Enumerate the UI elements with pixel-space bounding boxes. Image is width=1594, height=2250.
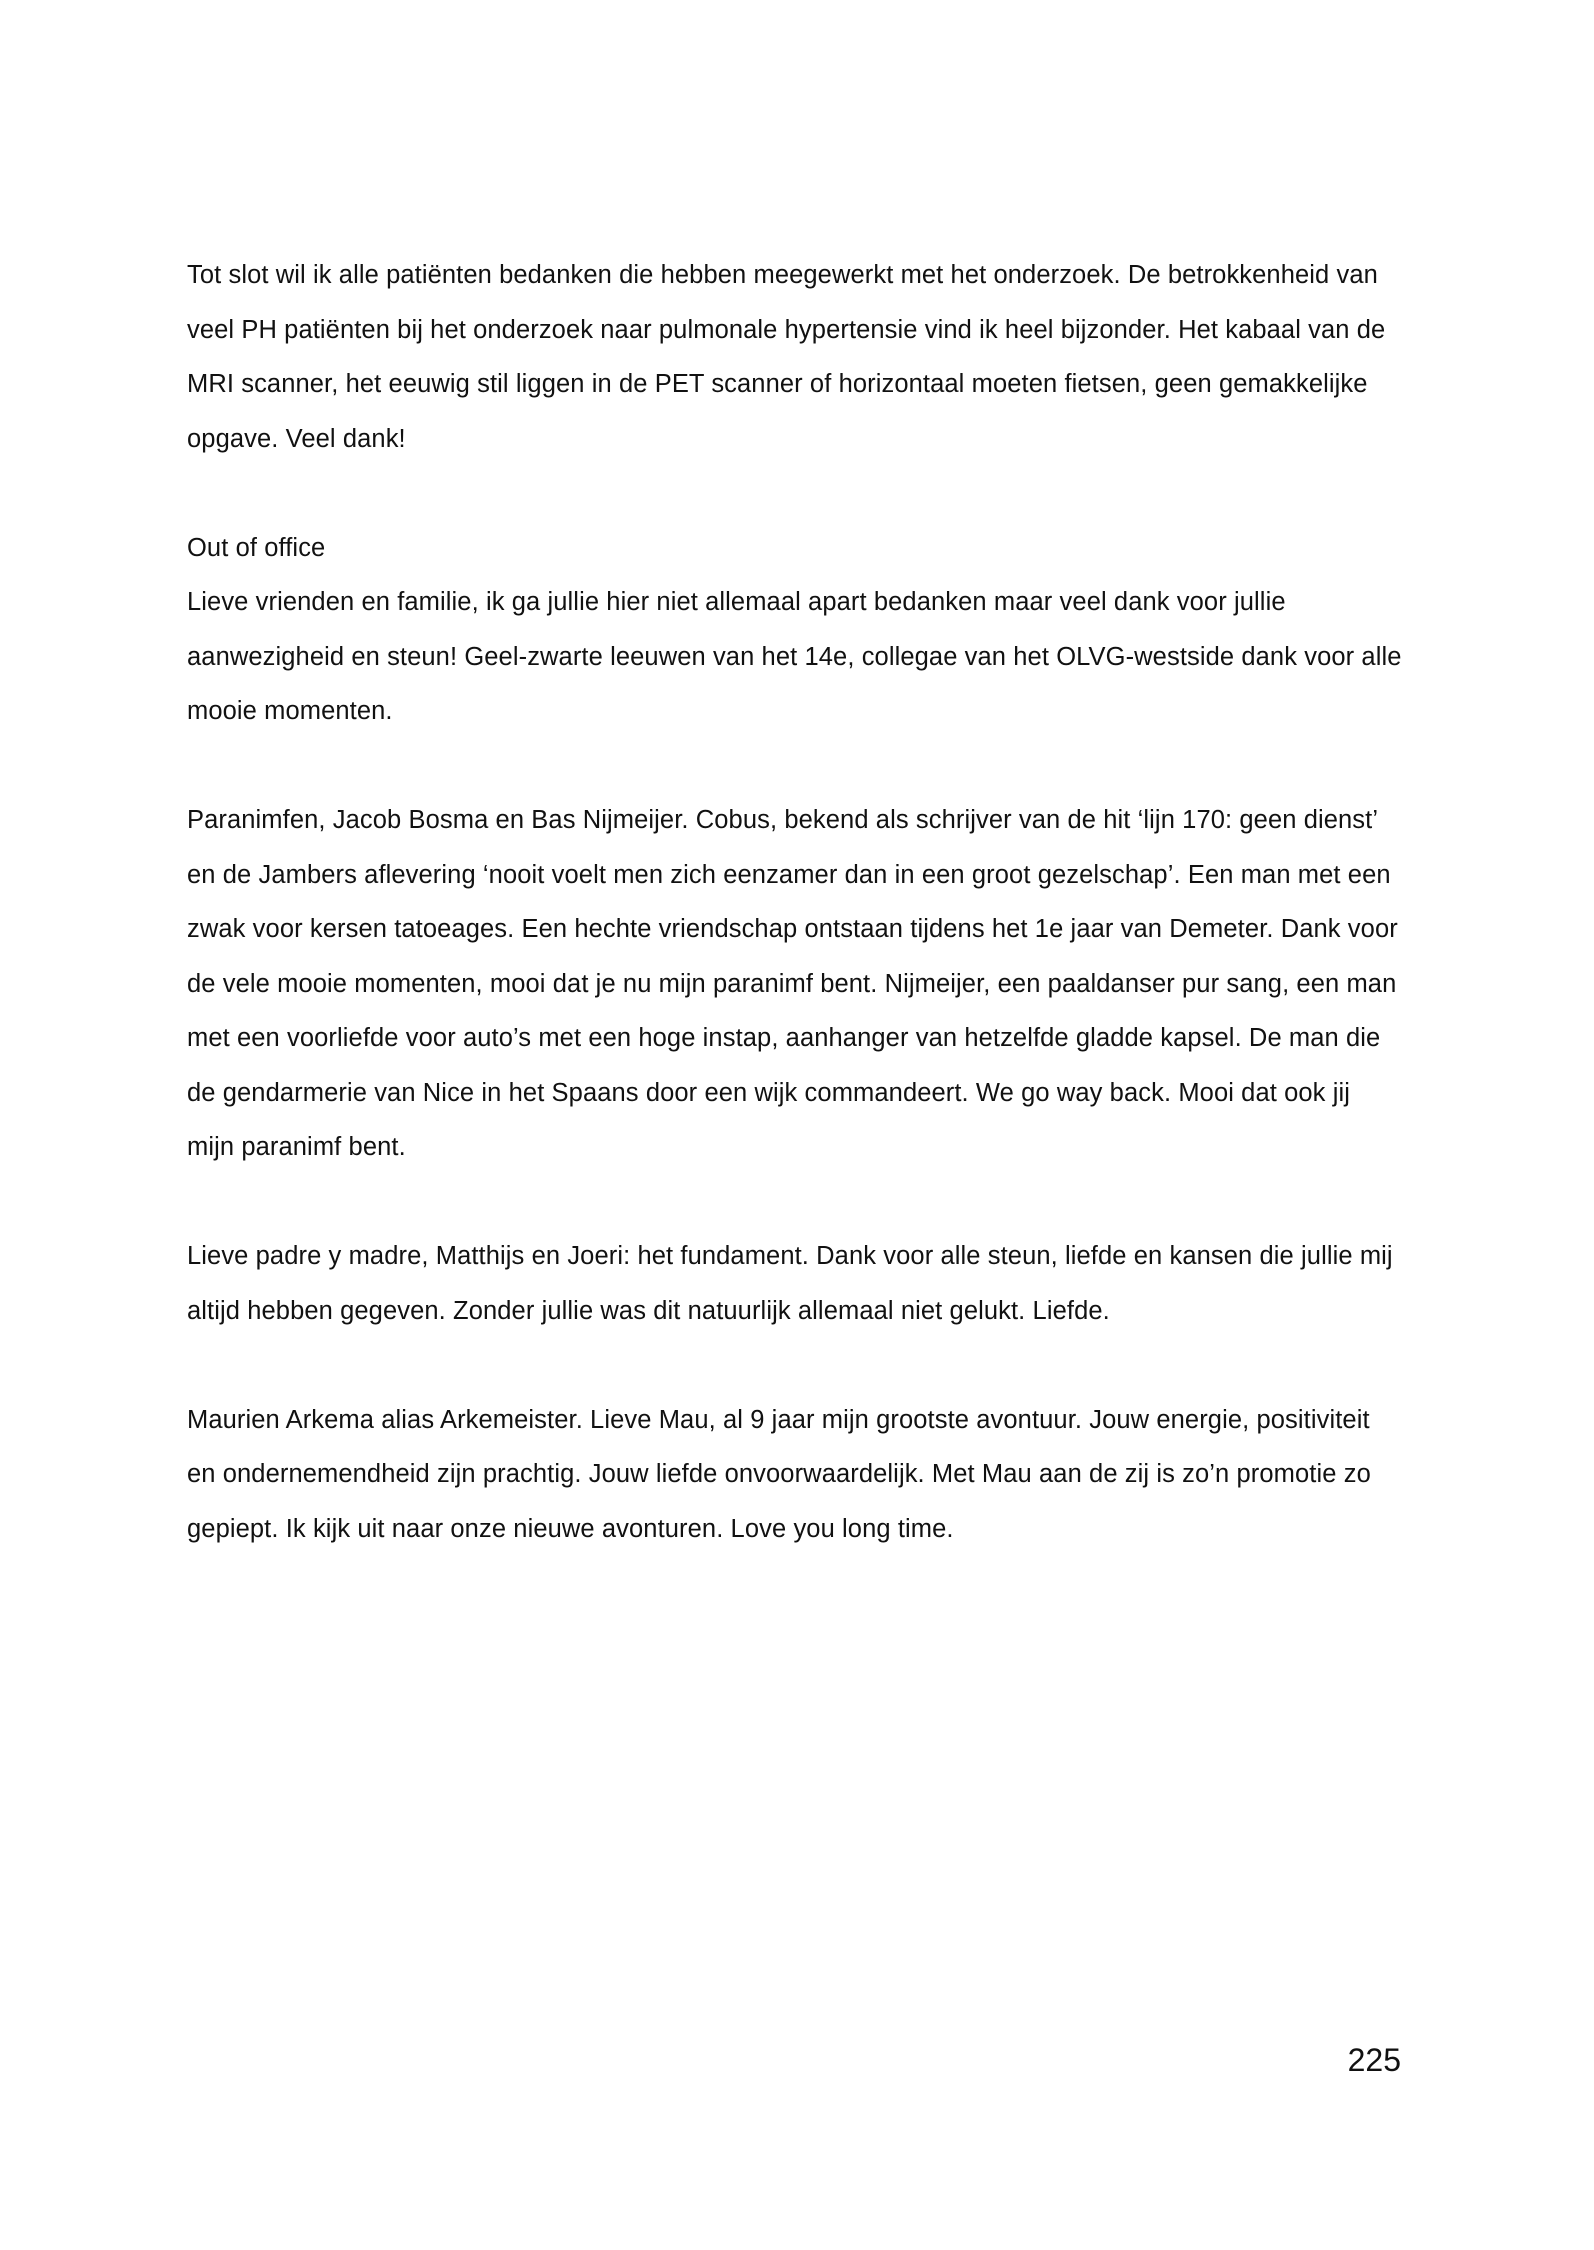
- paragraph-spacer: [187, 1175, 1402, 1230]
- page-number: 225: [1347, 2042, 1401, 2078]
- paragraph-spacer: [187, 739, 1402, 794]
- paragraph-spacer: [187, 1338, 1402, 1393]
- paragraph-paranimfen: Paranimfen, Jacob Bosma en Bas Nijmeijer. Cobus, bekend als schrijver van de hit ‘lijn 170: geen dienst’ en de Jambers aflevering ‘nooit voelt men zich eenzamer dan in een groot gezelschap’. Een man met een zwak voor kersen tatoeages. Een hechte vriendschap ontstaan tijdens het 1e jaar van Demeter. Dank voor de vele mooie momenten, mooi dat je nu mijn paranimf bent. Nijmeijer, een paaldanser pur sang, een man met een voorliefde voor auto’s met een hoge instap, aanhanger van hetzelfde gladde kapsel. De man die de gendarmerie van Nice in het Spaans door een wijk commandeert. We go way back. Mooi dat ook jij mijn paranimf bent.: [187, 806, 1398, 1161]
- section-heading-out-of-office: Out of office: [187, 533, 326, 562]
- paragraph-parents: Lieve padre y madre, Matthijs en Joeri: het fundament. Dank voor alle steun, liefde en kansen die jullie mij altijd hebben gegeven. Zonder jullie was dit natuurlijk allemaal niet gelukt. Liefde.: [187, 1242, 1393, 1325]
- document-body: [187, 248, 1402, 1556]
- paragraph-partner: Maurien Arkema alias Arkemeister. Lieve Mau, al 9 jaar mijn grootste avontuur. Jouw energie, positiviteit en ondernemendheid zijn prachtig. Jouw liefde onvoorwaardelijk. Met Mau aan de zij is zo’n promotie zo gepiept. Ik kijk uit naar onze nieuwe avonturen. Love you long time.: [187, 1405, 1371, 1543]
- paragraph-patients-thanks: Tot slot wil ik alle patiënten bedanken die hebben meegewerkt met het onderzoek. De betrokkenheid van veel PH patiënten bij het onderzoek naar pulmonale hypertensie vind ik heel bijzonder. Het kabaal van de MRI scanner, het eeuwig stil liggen in de PET scanner of horizontaal moeten fietsen, geen gemakkelijke opgave. Veel dank!: [187, 261, 1386, 453]
- paragraph-friends-family: Lieve vrienden en familie, ik ga jullie hier niet allemaal apart bedanken maar veel dank voor jullie aanwezigheid en steun! Geel-zwarte leeuwen van het 14e, collegae van het OLVG-westside dank voor alle mooie momenten.: [187, 588, 1402, 725]
- paragraph-spacer: [187, 466, 1402, 521]
